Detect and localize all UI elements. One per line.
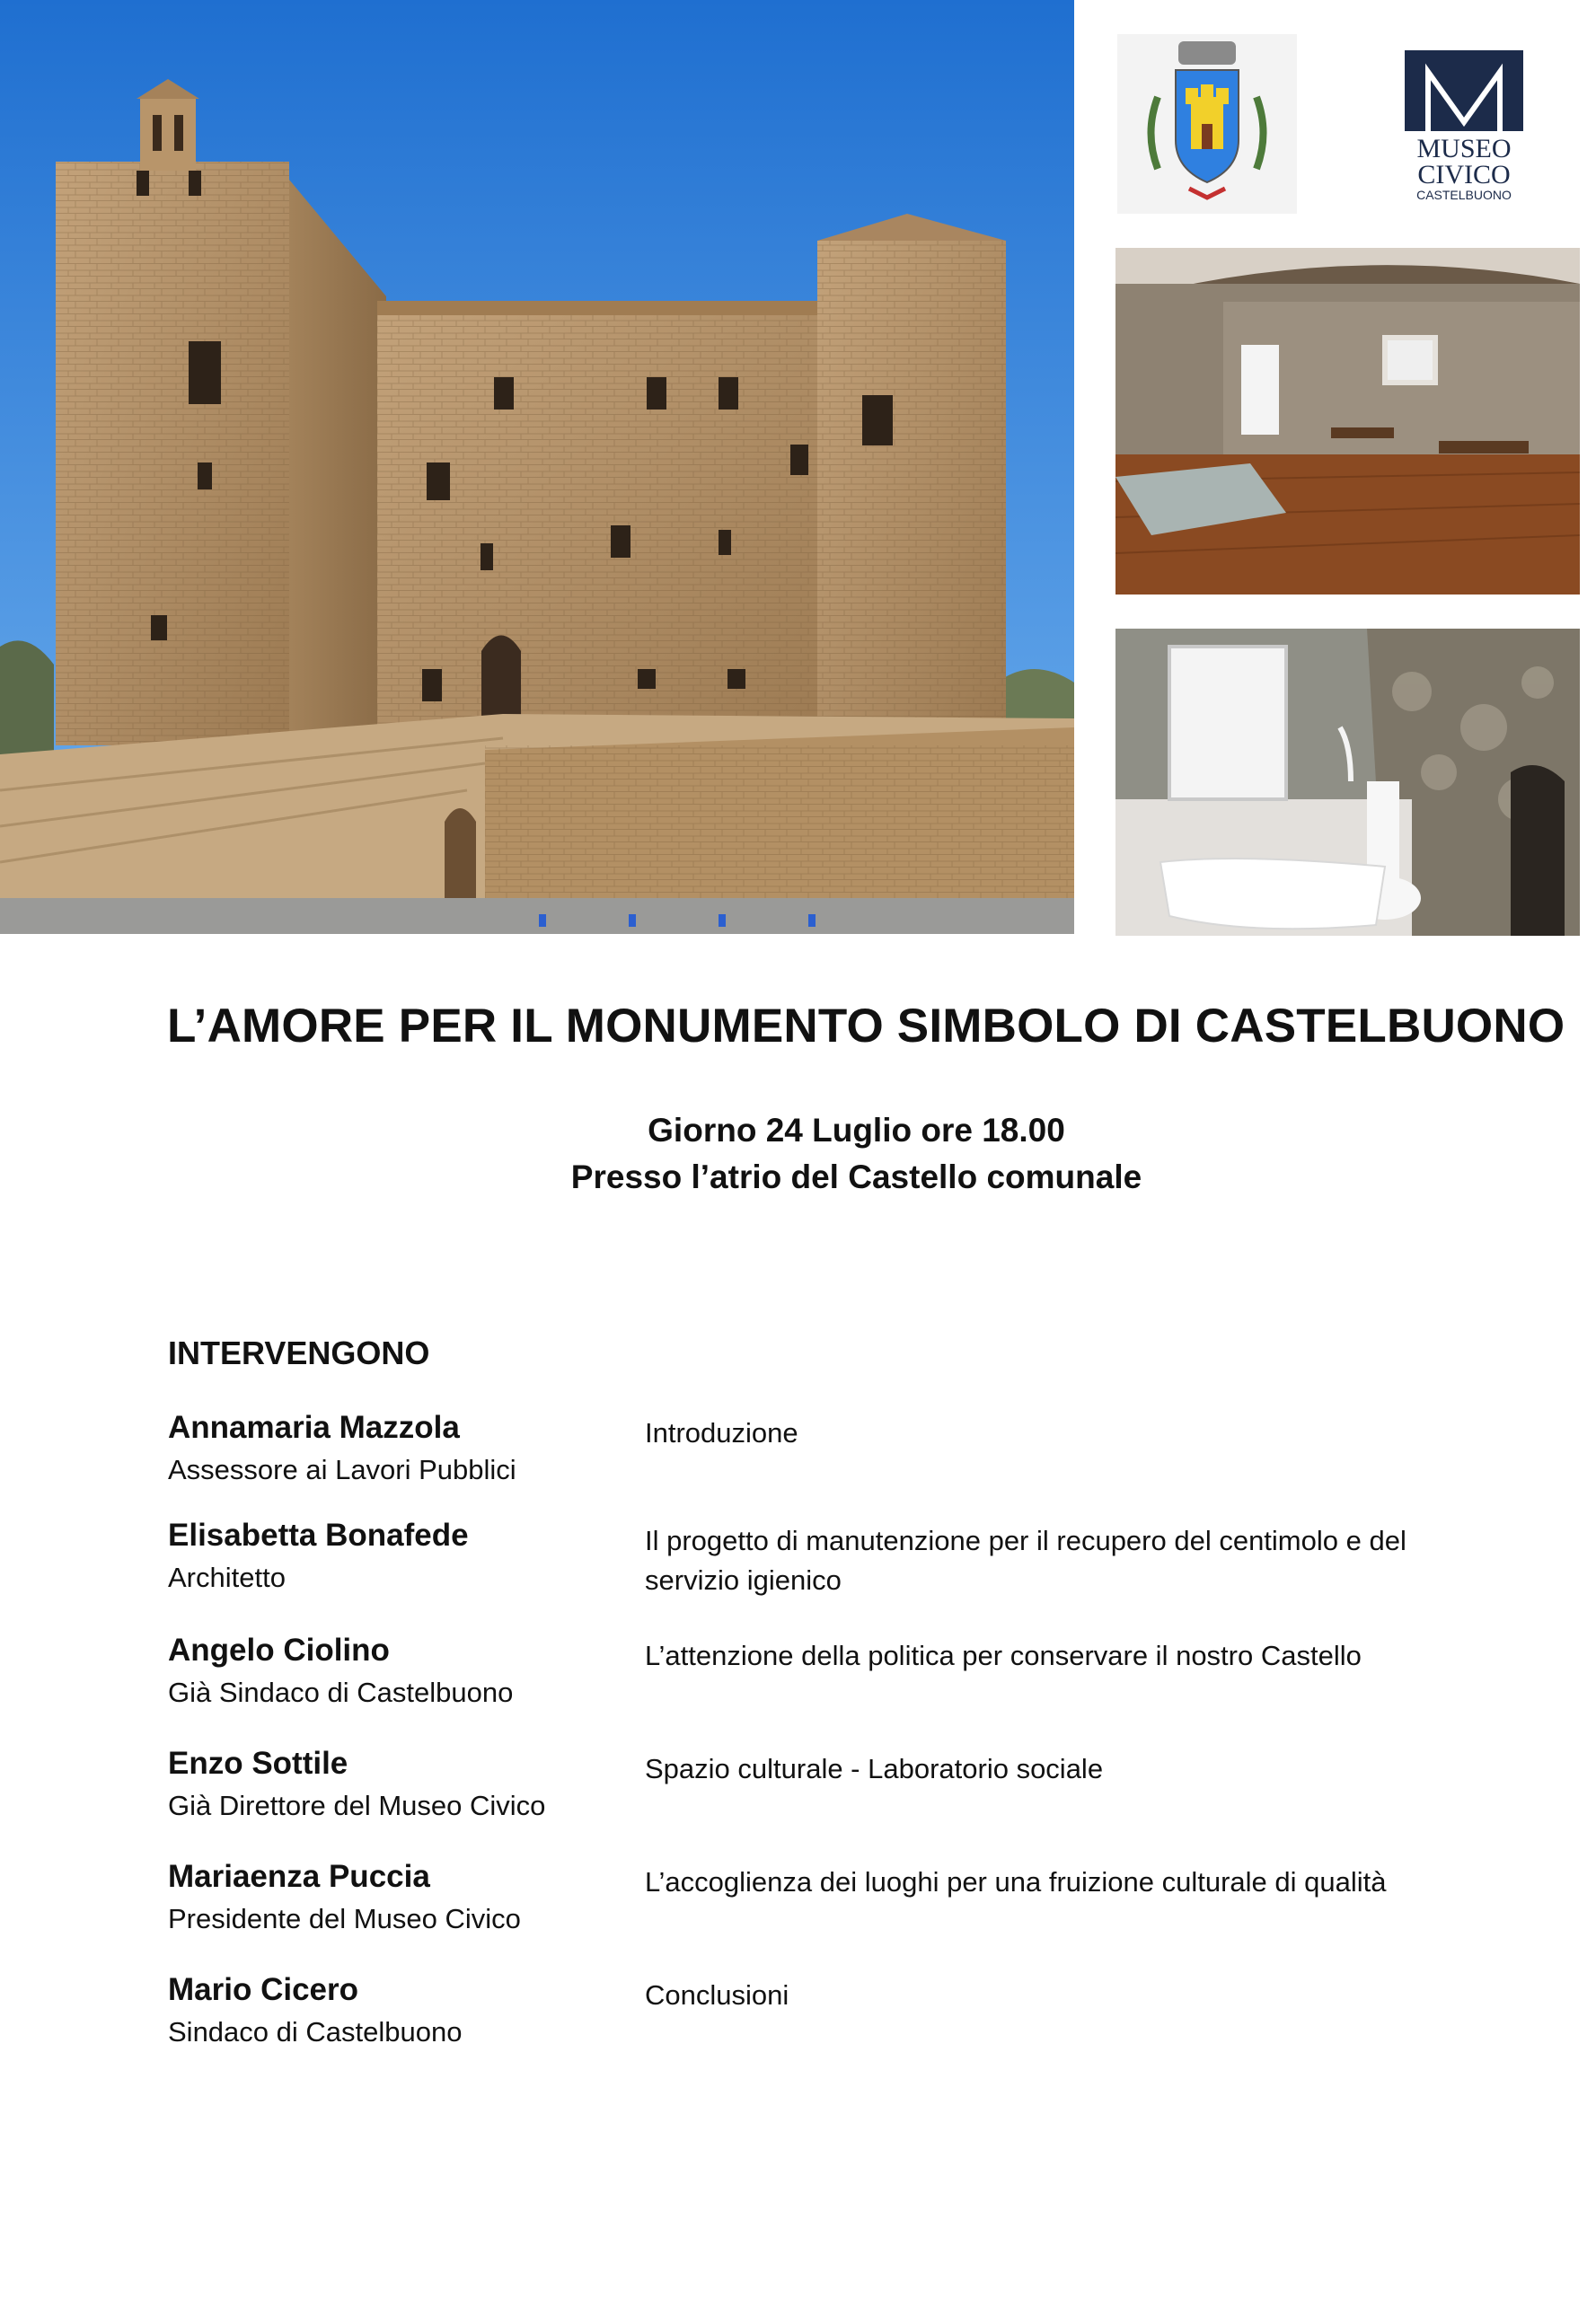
restroom-photo [1115,629,1580,936]
speaker-name: Mario Cicero [168,1972,358,2007]
speaker-name: Mariaenza Puccia [168,1859,430,1894]
speaker-role: Già Sindaco di Castelbuono [168,1677,514,1708]
event-title: L’AMORE PER IL MONUMENTO SIMBOLO DI CASTELBUONO [167,1000,1565,1053]
speaker-name: Enzo Sottile [168,1746,348,1781]
museum-logo-line3: CASTELBUONO [1416,188,1512,202]
exhibition-room-photo [1115,248,1580,595]
speaker-topic: Il progetto di manutenzione per il recupero del centimolo e del servizio igienico [645,1525,1406,1596]
speaker-topic: Spazio culturale - Laboratorio sociale [645,1753,1104,1784]
speaker-role: Architetto [168,1562,286,1593]
speaker-name: Angelo Ciolino [168,1633,390,1668]
castle-photo [0,0,1074,934]
speaker-topic: L’accoglienza dei luoghi per una fruizione culturale di qualità [645,1866,1387,1898]
speaker-name: Elisabetta Bonafede [168,1518,469,1553]
speaker-topic: L’attenzione della politica per conservare il nostro Castello [645,1640,1362,1671]
speaker-name: Annamaria Mazzola [168,1410,460,1445]
event-date-time: Giorno 24 Luglio ore 18.00 [648,1112,1065,1149]
museum-civico-logo [1383,36,1563,216]
town-crest-logo [1117,34,1297,214]
speaker-role: Presidente del Museo Civico [168,1903,521,1934]
speaker-topic: Conclusioni [645,1979,789,2011]
speaker-topic: Introduzione [645,1417,798,1449]
museum-logo-line1: MUSEO [1416,134,1512,163]
speaker-role: Assessore ai Lavori Pubblici [168,1454,516,1485]
speaker-role: Sindaco di Castelbuono [168,2016,463,2048]
speakers-heading: INTERVENGONO [168,1334,430,1371]
museum-logo-line2: CIVICO [1417,160,1511,189]
event-location: Presso l’atrio del Castello comunale [570,1158,1142,1195]
speaker-role: Già Direttore del Museo Civico [168,1790,546,1821]
